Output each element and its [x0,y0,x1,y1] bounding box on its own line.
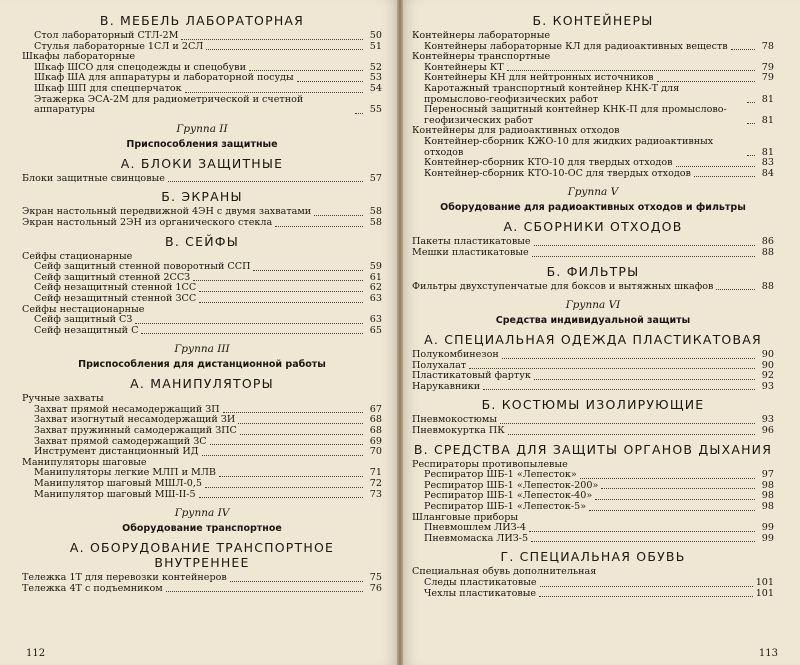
toc-entry-title: Полукомбинезон [412,349,499,361]
group-title: Приспособления защитные [126,138,278,150]
toc-page-number: 84 [761,167,774,179]
toc-page-number: 92 [761,370,774,382]
toc-page-number: 63 [369,292,382,304]
section-heading: А. СБОРНИКИ ОТХОДОВ [503,219,683,235]
toc-page-number: 67 [369,403,382,415]
toc-page-number: 55 [369,104,382,116]
toc-page-number: 79 [761,72,774,84]
toc-entry [412,137,774,158]
toc-page-number: 90 [761,349,774,361]
toc-entry-title: Тележка 4Т с подъемником [22,582,163,594]
toc-entry-title: Пакеты пластикатовые [412,236,531,248]
toc-entry-title: Пневмомаска ЛИЗ-5 [424,532,529,544]
toc-page-number: 99 [761,532,774,544]
toc-entry [412,169,774,180]
toc-page-number: 50 [369,30,382,41]
dot-leader [529,531,755,532]
toc-entry-title: Контейнер-сборник КЖО-10 для жидких радиоактивных отходов [424,135,714,158]
toc-entry-title: Экран настольный передвижной 4ЭН с двумя захватами [22,206,312,218]
toc-entry-title: Тележка 1Т для перевозки контейнеров [22,572,227,584]
dot-leader [676,166,755,167]
dot-leader [166,591,363,592]
toc-entry [22,174,382,185]
toc-entry-title: Контейнер-сборник КТО-10 для твердых отходов [424,157,673,169]
toc-entry [412,578,774,589]
dot-leader [534,245,755,246]
toc-page-number: 68 [369,425,382,437]
toc-entry-title: Шкафы лабораторные [22,51,136,63]
toc-entry [412,350,774,361]
toc-entry-title: Контейнеры для радиоактивных отходов [412,125,620,137]
toc-entry [22,31,382,42]
dot-leader [747,102,755,103]
toc-page-number: 98 [761,479,774,491]
section-heading: В. СРЕДСТВА ДЛЯ ЗАЩИТЫ ОРГАНОВ ДЫХАНИЯ [413,441,773,457]
dot-leader [168,181,363,182]
right-page [400,0,800,665]
group-label: Группа V [567,186,619,199]
toc-entry-title: Сейфы нестационарные [22,303,145,315]
dot-leader [297,81,363,82]
toc-page-number: 101 [755,587,774,599]
toc-page-number: 72 [369,478,382,490]
book-gutter [397,0,403,665]
toc-entry-title: Пневмошлем ЛИЗ-4 [424,522,526,534]
toc-entry-title: Полухалат [412,359,467,371]
toc-entry [22,294,382,305]
dot-leader [508,434,755,435]
section-heading: В. СЕЙФЫ [165,233,239,249]
dot-leader [731,49,755,50]
toc-entry-title: Манипулятор шаговый МШЛ-0,5 [34,478,202,490]
toc-entry-title: Манипулятор шаговый МШ-II-5 [34,488,196,500]
toc-page-number: 97 [761,469,774,481]
section-heading: А. СПЕЦИАЛЬНАЯ ОДЕЖДА ПЛАСТИКАТОВАЯ [424,332,762,348]
toc-page-number: 59 [369,261,382,273]
toc-page-number: 69 [369,435,382,447]
section-heading: Б. ЭКРАНЫ [161,189,243,205]
group-label: Группа II [176,122,228,135]
toc-entry-title: Пневмокостюмы [412,414,497,426]
dot-leader [540,586,753,587]
toc-entry-title: Контейнеры лабораторные [412,30,551,41]
left-toc [22,13,382,594]
toc-page-number: 99 [761,522,774,534]
toc-page-number: 90 [761,359,774,371]
dot-leader [747,155,755,156]
toc-page-number: 81 [761,114,774,126]
dot-leader [199,302,363,303]
dot-leader [249,70,363,71]
toc-page-number: 98 [761,501,774,513]
toc-entry [412,105,774,126]
toc-page-number: 70 [369,446,382,458]
toc-entry-title: Сейф незащитный стенной 1СС [34,282,197,294]
dot-leader [185,92,363,93]
toc-entry-title: Фильтры двухступенчатые для боксов и вытяжных шкафов [412,280,714,292]
toc-page-number: 86 [761,236,774,248]
toc-entry-title: Захват пружинный самодержащий ЗПС [34,425,237,437]
toc-entry-title: Манипуляторы шаговые [22,456,147,468]
toc-entry-title: Пневмокуртка ПК [412,425,505,437]
toc-page-number: 73 [369,488,382,500]
toc-page-number: 98 [761,490,774,502]
toc-entry-title: Мешки пластикатовые [412,246,529,258]
toc-entry [412,282,774,293]
dot-leader [210,444,363,445]
dot-leader [716,289,755,290]
section-heading: А. МАНИПУЛЯТОРЫ [130,376,274,392]
toc-entry-title: Стулья лабораторные 1СЛ и 2СЛ [34,40,204,52]
toc-entry-title: Респиратор ШБ-1 «Лепесток-5» [424,501,587,513]
dot-leader [193,280,363,281]
group-label: Группа VI [565,299,621,312]
toc-entry [22,326,382,337]
toc-entry-title: Респиратор ШБ-1 «Лепесток-200» [424,479,599,491]
toc-page-number: 81 [761,93,774,105]
dot-leader [253,270,363,271]
toc-entry-title: Контейнеры КН для нейтронных источников [424,72,654,84]
page-number: 112 [26,648,46,659]
toc-entry-title: Контейнеры КТ [424,61,504,73]
toc-page-number: 58 [369,206,382,218]
dot-leader [657,81,755,82]
toc-entry-title: Специальная обувь дополнительная [412,566,597,578]
dot-leader [199,291,363,292]
toc-entry-title: Респираторы противопылевые [412,458,568,470]
toc-entry-title: Контейнеры транспортные [412,51,551,63]
toc-entry-title: Сейф незащитный стенной 3СС [34,292,197,304]
toc-entry-title: Чехлы пластикатовые [424,587,537,599]
toc-page-number: 63 [369,314,382,326]
toc-page-number: 51 [369,40,382,52]
dot-leader [534,379,755,380]
section-heading: А. ОБОРУДОВАНИЕ ТРАНСПОРТНОЕ ВНУТРЕННЕЕ [69,540,335,571]
page-number: 113 [758,648,778,659]
toc-entry-title: Блоки защитные свинцовые [22,172,165,184]
group-label: Группа III [174,343,230,356]
toc-entry-title: Шланговые приборы [412,511,518,523]
dot-leader [747,123,755,124]
toc-page-number: 71 [369,467,382,479]
dot-leader [181,39,363,40]
toc-entry-title: Сейф незащитный С [34,324,139,336]
toc-entry [22,95,382,116]
toc-page-number: 96 [761,425,774,437]
toc-entry [412,534,774,545]
dot-leader [202,455,363,456]
toc-entry-title: Сейфы стационарные [22,250,133,262]
toc-page-number: 53 [369,72,382,84]
section-heading: В. МЕБЕЛЬ ЛАБОРАТОРНАЯ [99,13,305,28]
right-toc [412,13,774,599]
dot-leader [531,541,755,542]
dot-leader [601,488,755,489]
toc-entry-title: Захват прямой несамодержащий ЗП [34,403,220,415]
toc-entry-title: Захват прямой самодержащий ЗС [34,435,207,447]
toc-entry-title: Следы пластикатовые [424,577,537,588]
toc-entry-title: Переносный защитный контейнер КНК-П для промыслово-геофизических работ [424,104,727,126]
toc-page-number: 68 [369,414,382,426]
dot-leader [355,113,363,114]
dot-leader [580,478,755,479]
section-heading: Б. ФИЛЬТРЫ [546,263,640,279]
toc-entry [22,584,382,595]
dot-leader [314,215,363,216]
dot-leader [483,389,755,390]
dot-leader [595,499,755,500]
toc-page-number: 101 [755,577,774,588]
toc-entry [22,490,382,501]
toc-entry-title: Стол лабораторный СТЛ-2М [34,30,179,41]
toc-entry-title: Контейнеры лабораторные КЛ для радиоактивных веществ [424,40,728,52]
toc-entry [22,84,382,95]
toc-entry [412,31,774,42]
toc-page-number: 83 [761,157,774,169]
dot-leader [199,497,363,498]
section-heading: А. БЛОКИ ЗАЩИТНЫЕ [120,155,284,171]
toc-entry-title: Этажерка ЭСА-2М для радиометрической и счетной аппаратуры [34,93,304,116]
toc-page-number: 88 [761,280,774,292]
toc-page-number: 65 [369,324,382,336]
toc-page-number: 79 [761,61,774,73]
dot-leader [502,358,755,359]
toc-entry-title: Респиратор ШБ-1 «Лепесток» [424,469,577,481]
dot-leader [230,581,363,582]
toc-entry-title: Нарукавники [412,380,481,392]
toc-entry-title: Шкаф ША для аппаратуры и лабораторной посуды [34,72,294,84]
toc-page-number: 93 [761,414,774,426]
toc-page-number: 54 [369,82,382,94]
toc-page-number: 88 [761,246,774,258]
toc-entry-title: Пластикатовый фартук [412,370,531,382]
section-heading: Б. КОСТЮМЫ ИЗОЛИРУЮЩИЕ [481,397,705,413]
dot-leader [206,49,363,50]
toc-entry [412,84,774,105]
toc-entry-title: Манипуляторы легкие МЛП и МЛВ [34,467,216,479]
dot-leader [469,368,755,369]
toc-entry-title: Шкаф ШСО для спецодежды и спецобуви [34,61,246,73]
toc-entry-title: Шкаф ШП для спецперчаток [34,82,182,94]
dot-leader [223,412,363,413]
toc-entry-title: Сейф защитный стенной поворотный ССП [34,261,251,273]
dot-leader [500,423,755,424]
dot-leader [589,510,755,511]
toc-page-number: 58 [369,216,382,228]
toc-page-number: 76 [369,582,382,594]
toc-page-number: 75 [369,572,382,584]
toc-page-number: 62 [369,282,382,294]
toc-page-number: 78 [761,40,774,52]
group-title: Средства индивидуальной защиты [495,315,691,327]
toc-page-number: 81 [761,146,774,158]
group-title: Оборудование для радиоактивных отходов и фильтры [440,202,746,214]
group-title: Оборудование транспортное [122,523,282,535]
toc-page-number: 93 [761,380,774,392]
toc-entry [412,589,774,600]
dot-leader [205,487,363,488]
dot-leader [532,256,755,257]
toc-entry-title: Захват изогнутый несамодержащий ЗИ [34,414,236,426]
toc-page-number: 61 [369,271,382,283]
toc-entry [412,382,774,393]
toc-entry [22,218,382,229]
dot-leader [238,423,363,424]
dot-leader [240,434,363,435]
dot-leader [507,70,755,71]
toc-entry [412,426,774,437]
toc-entry-title: Сейф защитный стенной 2ССЗ [34,271,191,283]
toc-entry-title: Ручные захваты [22,393,104,405]
toc-entry-title: Сейф защитный СЗ [34,314,133,326]
dot-leader [141,333,363,334]
dot-leader [694,176,755,177]
toc-entry-title: Респиратор ШБ-1 «Лепесток-40» [424,490,593,502]
toc-entry [412,248,774,259]
toc-page-number: 52 [369,61,382,73]
toc-entry-title: Каротажный транспортный контейнер КНК-Т для промыслово-геофизических работ [424,82,680,105]
toc-entry-title: Контейнер-сборник КТО-10-ОС для твердых отходов [424,167,691,179]
toc-page-number: 57 [369,172,382,184]
dot-leader [275,226,363,227]
section-heading: Г. СПЕЦИАЛЬНАЯ ОБУВЬ [500,549,686,565]
toc-entry-title: Экран настольный 2ЭН из органического стекла [22,216,273,228]
section-heading: Б. КОНТЕЙНЕРЫ [532,13,654,28]
dot-leader [135,323,363,324]
dot-leader [539,596,753,597]
group-title: Приспособления для дистанционной работы [78,359,326,371]
dot-leader [219,476,363,477]
toc-entry-title: Инструмент дистанционный ИД [34,446,199,458]
group-label: Группа IV [174,507,230,520]
